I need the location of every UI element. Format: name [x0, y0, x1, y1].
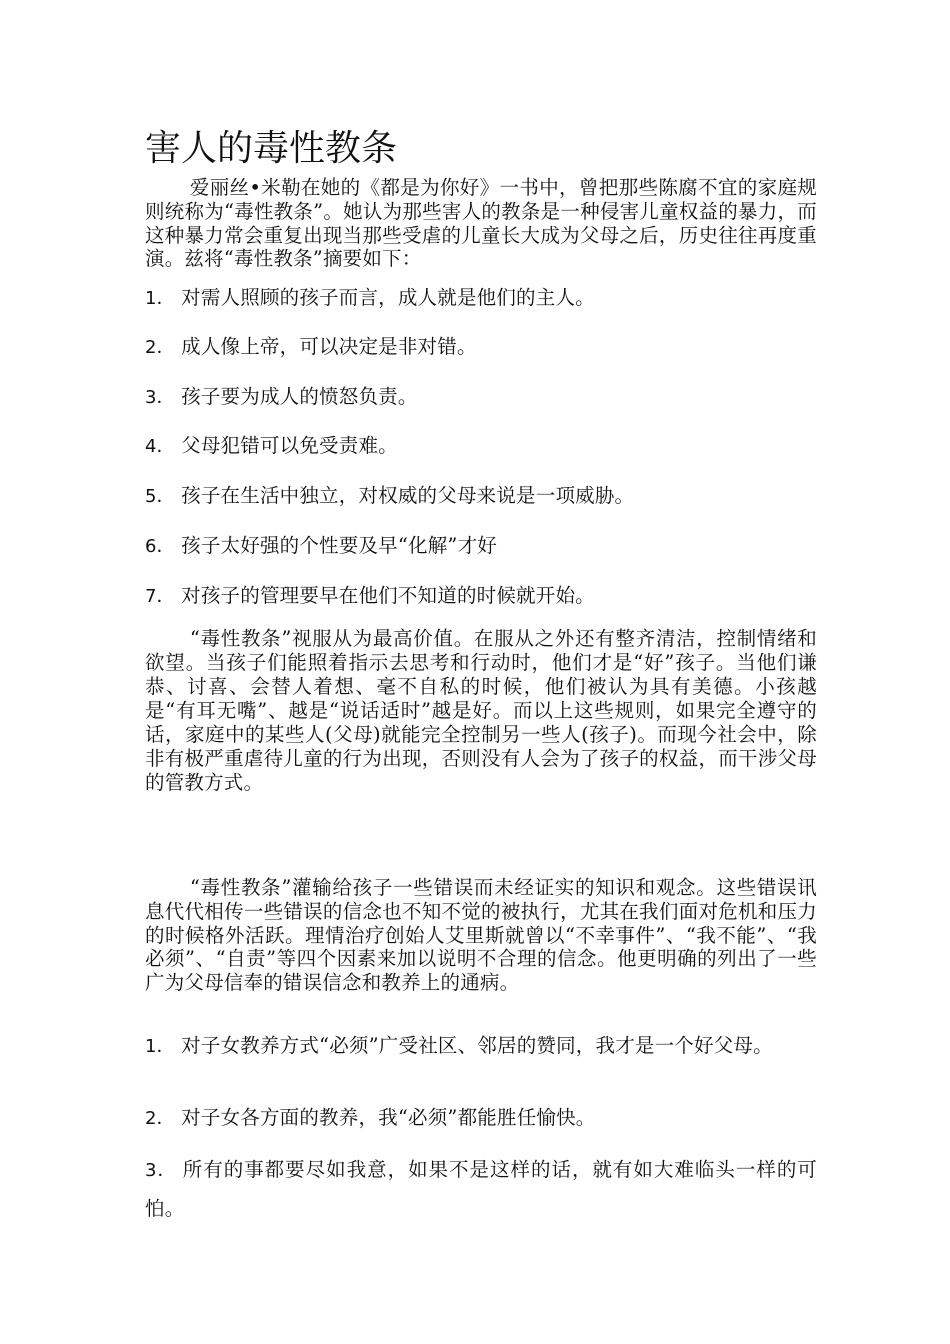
belief-text: 对子女教养方式“必须”广受社区、邻居的赞同，我才是一个好父母。	[181, 1034, 773, 1057]
intro-paragraph: 爱丽丝•米勒在她的《都是为你好》一书中，曾把那些陈腐不宜的家庭规则统称为“毒性教条”。她认为那些害人的教条是一种侵害儿童权益的暴力，而这种暴力常会重复出现当那些受虐的儿童长大成为父母之后，历史往往再度重演。兹将“毒性教条”摘要如下：	[145, 176, 817, 271]
rule-item-5	[145, 480, 817, 513]
rule-text: 对孩子的管理要早在他们不知道的时候就开始。	[181, 584, 595, 607]
belief-number: 2．	[145, 1108, 175, 1129]
rule-number: 5．	[145, 486, 175, 507]
rule-number: 3．	[145, 387, 175, 408]
rule-text: 孩子要为成人的愤怒负责。	[181, 385, 418, 408]
rule-item-4	[145, 430, 817, 463]
belief-number: 1．	[145, 1036, 175, 1057]
rule-text: 孩子在生活中独立，对权威的父母来说是一项威胁。	[181, 484, 635, 507]
rule-item-7	[145, 580, 817, 613]
rule-item-3	[145, 381, 817, 414]
rule-text: 孩子太好强的个性要及早“化解”才好	[181, 534, 497, 557]
belief-text: 对子女各方面的教养，我“必须”都能胜任愉快。	[181, 1106, 596, 1129]
belief-paragraph: “毒性教条”灌输给孩子一些错误而未经证实的知识和观念。这些错误讯息代代相传一些错误的信念也不知不觉的被执行，尤其在我们面对危机和压力的时候格外活跃。理情治疗创始人艾里斯就曾以“不幸事件”、“我不能”、“我必须”、“自责”等四个因素来加以说明不合理的信念。他更明确的列出了一些广为父母信奉的错误信念和教养上的通病。	[145, 876, 817, 995]
rule-number: 6．	[145, 536, 175, 557]
belief-item-2	[145, 1102, 817, 1135]
rule-item-6	[145, 530, 817, 563]
document-title: 害人的毒性教条	[145, 128, 398, 169]
belief-number: 3．	[145, 1160, 177, 1181]
belief-item-1	[145, 1027, 817, 1066]
rule-number: 7．	[145, 586, 175, 607]
rule-text: 成人像上帝，可以决定是非对错。	[181, 335, 477, 358]
rule-number: 4．	[145, 436, 175, 457]
rule-text: 对需人照顾的孩子而言，成人就是他们的主人。	[181, 286, 595, 309]
belief-item-3	[145, 1151, 817, 1228]
rule-item-1	[145, 282, 817, 315]
rule-item-2	[145, 331, 817, 364]
rule-text: 父母犯错可以免受责难。	[181, 434, 398, 457]
obedience-paragraph: “毒性教条”视服从为最高价值。在服从之外还有整齐清洁，控制情绪和欲望。当孩子们能照着指示去思考和行动时，他们才是“好”孩子。当他们谦恭、讨喜、会替人着想、毫不自私的时候，他们被认为具有美德。小孩越是“有耳无嘴”、越是“说话适时”越是好。而以上这些规则，如果完全遵守的话，家庭中的某些人(父母)就能完全控制另一些人(孩子)。而现今社会中，除非有极严重虐待儿童的行为出现，否则没有人会为了孩子的权益，而干涉父母的管教方式。	[145, 627, 817, 794]
rule-number: 2．	[145, 337, 175, 358]
belief-text: 所有的事都要尽如我意，如果不是这样的话，就有如大难临头一样的可怕。	[145, 1158, 818, 1220]
rule-number: 1．	[145, 288, 175, 309]
